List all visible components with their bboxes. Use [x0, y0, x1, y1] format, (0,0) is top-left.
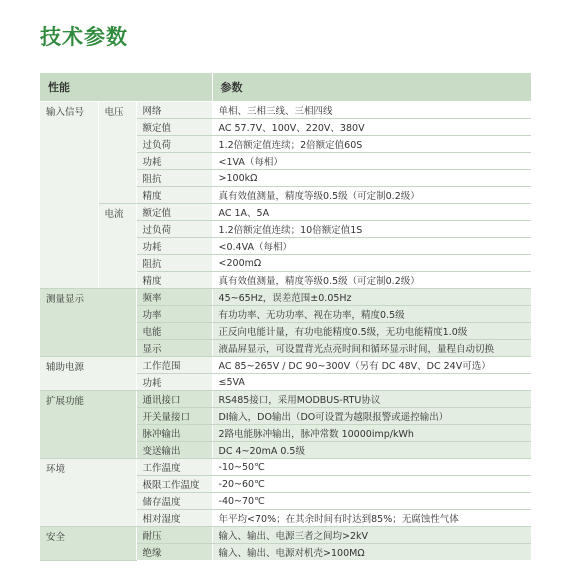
param-name: 储存温度 [136, 493, 212, 510]
group-label: 测量显示 [40, 289, 136, 357]
table-row [40, 459, 531, 476]
param-value: -20~60℃ [212, 476, 531, 493]
param-value: 正反向电能计量，有功电能精度0.5级，无功电能精度1.0级 [212, 323, 531, 340]
param-value: ≤5VA [212, 374, 531, 391]
param-name: 阻抗 [136, 170, 212, 187]
param-value: RS485接口，采用MODBUS-RTU协议 [212, 391, 531, 408]
table-row [40, 391, 531, 408]
param-name: 功耗 [136, 238, 212, 255]
param-value: DC 4~20mA 0.5级 [212, 442, 531, 459]
param-name: 变送输出 [136, 442, 212, 459]
param-value: 液晶屏显示，可设置背光点亮时间和循环显示时间，量程自动切换 [212, 340, 531, 357]
param-name: 绝缘 [136, 544, 212, 561]
param-value: 年平均<70%；在其余时间有时达到85%；无腐蚀性气体 [212, 510, 531, 527]
param-value: 1.2倍额定值连续；2倍额定值60S [212, 136, 531, 153]
table-row [40, 102, 531, 119]
group-label: 输入信号 [40, 102, 98, 289]
param-value: 单相、三相三线、三相四线 [212, 102, 531, 119]
param-name: 通讯接口 [136, 391, 212, 408]
param-value: <200mΩ [212, 255, 531, 272]
param-value: 45~65Hz，误差范围±0.05Hz [212, 289, 531, 306]
param-value: 1.2倍额定值连续；10倍额定值1S [212, 221, 531, 238]
param-value: -10~50℃ [212, 459, 531, 476]
table-row [40, 204, 531, 221]
param-value: AC 57.7V、100V、220V、380V [212, 119, 531, 136]
param-value: <1VA（每相） [212, 153, 531, 170]
group-label: 辅助电源 [40, 357, 136, 391]
table-row [40, 527, 531, 544]
param-value: 有功功率、无功功率、视在功率，精度0.5级 [212, 306, 531, 323]
param-name: 精度 [136, 272, 212, 289]
spec-table [40, 73, 531, 561]
param-value: 输入、输出、电源三者之间均>2kV [212, 527, 531, 544]
param-name: 电能 [136, 323, 212, 340]
param-name: 频率 [136, 289, 212, 306]
param-name: 功耗 [136, 374, 212, 391]
param-value: 真有效值测量，精度等级0.5级（可定制0.2级） [212, 272, 531, 289]
param-name: 功率 [136, 306, 212, 323]
param-name: 阻抗 [136, 255, 212, 272]
param-name: 精度 [136, 187, 212, 204]
subgroup-label: 电流 [98, 204, 136, 289]
param-name: 工作温度 [136, 459, 212, 476]
param-value: AC 1A、5A [212, 204, 531, 221]
param-name: 额定值 [136, 204, 212, 221]
param-name: 耐压 [136, 527, 212, 544]
table-header [40, 73, 531, 102]
param-name: 极限工作温度 [136, 476, 212, 493]
param-name: 过负荷 [136, 136, 212, 153]
group-label: 扩展功能 [40, 391, 136, 459]
page-title: 技术参数 [40, 25, 128, 49]
param-name: 工作范围 [136, 357, 212, 374]
param-value: 真有效值测量，精度等级0.5级（可定制0.2级） [212, 187, 531, 204]
param-name: 额定值 [136, 119, 212, 136]
param-name: 功耗 [136, 153, 212, 170]
param-value: 2路电能脉冲输出，脉冲常数 10000imp/kWh [212, 425, 531, 442]
param-value: AC 85~265V / DC 90~300V（另有 DC 48V、DC 24V可选） [212, 357, 531, 374]
param-value: <0.4VA（每相） [212, 238, 531, 255]
param-name: 开关量接口 [136, 408, 212, 425]
group-label: 环境 [40, 459, 136, 527]
param-name: 相对湿度 [136, 510, 212, 527]
param-value: -40~70℃ [212, 493, 531, 510]
param-name: 网络 [136, 102, 212, 119]
param-name: 显示 [136, 340, 212, 357]
header-performance: 性能 [40, 73, 212, 102]
param-value: 输入、输出、电源对机壳>100MΩ [212, 544, 531, 561]
table-row [40, 289, 531, 306]
header-parameters: 参数 [212, 73, 531, 102]
param-value: >100kΩ [212, 170, 531, 187]
param-name: 脉冲输出 [136, 425, 212, 442]
param-value: DI输入，DO输出（DO可设置为越限报警或遥控输出） [212, 408, 531, 425]
group-label: 安全 [40, 527, 136, 561]
table-row [40, 357, 531, 374]
subgroup-label: 电压 [98, 102, 136, 204]
param-name: 过负荷 [136, 221, 212, 238]
